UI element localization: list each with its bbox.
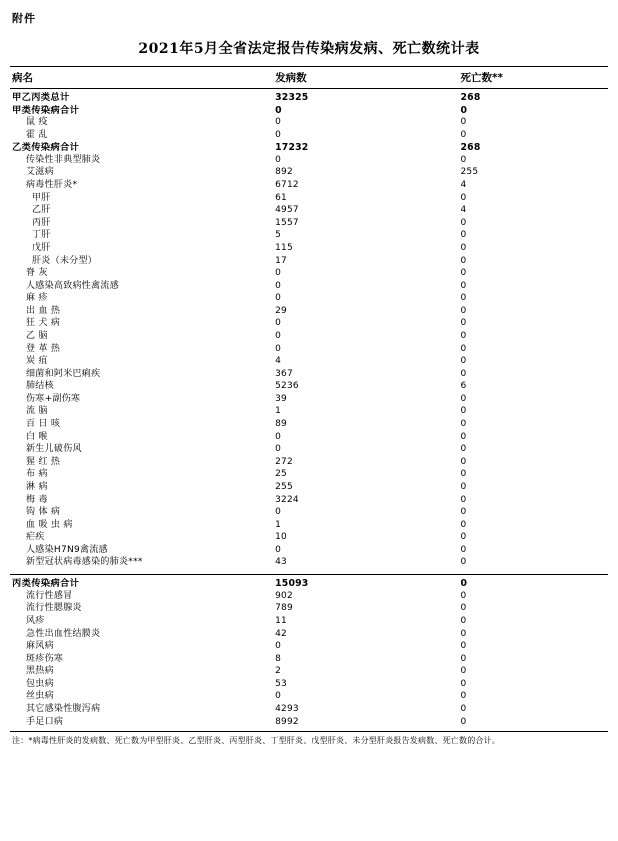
death-count-cell: 0 — [460, 557, 467, 568]
table-row — [10, 519, 608, 532]
table-row — [10, 104, 608, 117]
disease-name-cell: 白 喉 — [26, 431, 48, 442]
disease-name-cell: 百 日 咳 — [26, 419, 61, 430]
case-count-cell: 115 — [275, 242, 293, 253]
case-count-cell: 6712 — [275, 180, 299, 191]
column-header-deaths: 死亡数** — [458, 67, 608, 89]
disease-name-cell: 麻 疹 — [26, 293, 48, 304]
case-count-cell: 0 — [275, 343, 282, 354]
case-count-cell: 0 — [275, 280, 282, 291]
case-count-cell: 255 — [275, 481, 293, 492]
disease-name-cell: 流行性腮腺炎 — [26, 603, 82, 614]
case-count-cell: 4 — [275, 356, 282, 367]
case-count-cell: 0 — [275, 293, 282, 304]
case-count-cell: 8 — [275, 653, 282, 664]
death-count-cell: 0 — [460, 494, 467, 505]
case-count-cell: 0 — [275, 507, 282, 518]
table-row — [10, 217, 608, 230]
table-row — [10, 89, 608, 104]
death-count-cell: 0 — [460, 230, 467, 241]
table-row — [10, 368, 608, 381]
death-count-cell: 0 — [460, 343, 467, 354]
case-count-cell: 367 — [275, 368, 293, 379]
table-row — [10, 393, 608, 406]
disease-name-cell: 布 病 — [26, 469, 48, 480]
disease-name-cell: 甲类传染病合计 — [12, 104, 80, 116]
death-count-cell: 0 — [460, 678, 467, 689]
disease-name-cell: 麻风病 — [26, 641, 54, 652]
death-count-cell: 0 — [460, 293, 467, 304]
death-count-cell: 0 — [460, 507, 467, 518]
table-row — [10, 431, 608, 444]
case-count-cell: 89 — [275, 419, 287, 430]
table-row — [10, 603, 608, 616]
disease-name-cell: 炭 疽 — [26, 356, 48, 367]
table-row — [10, 691, 608, 704]
table-row — [10, 615, 608, 628]
disease-name-cell: 丙肝 — [32, 217, 51, 228]
case-count-cell: 15093 — [273, 575, 458, 590]
disease-name-cell: 急性出血性结膜炎 — [26, 628, 101, 639]
case-count-cell: 892 — [275, 167, 293, 178]
case-count-cell: 902 — [275, 590, 293, 601]
death-count-cell: 268 — [458, 89, 608, 104]
death-count-cell: 0 — [460, 217, 467, 228]
table-row — [10, 318, 608, 331]
death-count-cell: 0 — [460, 590, 467, 601]
infectious-disease-table — [10, 66, 608, 729]
death-count-cell: 0 — [458, 575, 608, 590]
death-count-cell: 0 — [460, 104, 468, 116]
table-row — [10, 167, 608, 180]
disease-name-cell: 人感染高致病性禽流感 — [26, 280, 120, 291]
case-count-cell: 8992 — [275, 716, 299, 727]
death-count-cell: 0 — [460, 628, 467, 639]
disease-name-cell: 甲肝 — [32, 192, 51, 203]
table-row — [10, 590, 608, 603]
table-row — [10, 293, 608, 306]
case-count-cell: 4293 — [275, 704, 299, 715]
case-count-cell: 5 — [275, 230, 282, 241]
table-row — [10, 703, 608, 716]
death-count-cell: 6 — [460, 381, 467, 392]
death-count-cell: 0 — [460, 532, 467, 543]
death-count-cell: 0 — [460, 255, 467, 266]
table-header-row — [10, 67, 608, 89]
table-row — [10, 678, 608, 691]
disease-name-cell: 乙 脑 — [26, 330, 48, 341]
table-row — [10, 355, 608, 368]
disease-name-cell: 乙肝 — [32, 205, 51, 216]
case-count-cell: 25 — [275, 469, 287, 480]
case-count-cell: 1557 — [275, 217, 299, 228]
death-count-cell: 0 — [460, 691, 467, 702]
death-count-cell: 0 — [460, 305, 467, 316]
table-row — [10, 575, 608, 590]
case-count-cell: 0 — [275, 117, 282, 128]
table-body — [10, 89, 608, 729]
disease-name-cell: 流行性感冒 — [26, 590, 73, 601]
death-count-cell: 0 — [460, 616, 467, 627]
death-count-cell: 0 — [460, 419, 467, 430]
table-row — [10, 330, 608, 343]
disease-name-cell: 丙类传染病合计 — [10, 575, 273, 590]
case-count-cell: 0 — [275, 330, 282, 341]
table-row — [10, 179, 608, 192]
case-count-cell: 0 — [275, 318, 282, 329]
case-count-cell: 0 — [275, 129, 282, 140]
death-count-cell: 0 — [460, 666, 467, 677]
death-count-cell: 0 — [460, 641, 467, 652]
disease-name-cell: 脊 灰 — [26, 268, 48, 279]
case-count-cell: 17 — [275, 255, 287, 266]
table-row — [10, 129, 608, 142]
disease-name-cell: 霍 乱 — [26, 129, 48, 140]
death-count-cell: 0 — [460, 544, 467, 555]
death-count-cell: 0 — [460, 154, 467, 165]
disease-name-cell: 艾滋病 — [26, 167, 54, 178]
disease-name-cell: 新生儿破伤风 — [26, 444, 82, 455]
disease-name-cell: 人感染H7N9禽流感 — [26, 544, 108, 555]
disease-name-cell: 流 脑 — [26, 406, 48, 417]
case-count-cell: 789 — [275, 603, 293, 614]
death-count-cell: 0 — [460, 481, 467, 492]
disease-name-cell: 猩 红 热 — [26, 456, 61, 467]
disease-name-cell: 细菌和阿米巴痢疾 — [26, 368, 101, 379]
death-count-cell: 0 — [460, 330, 467, 341]
death-count-cell: 0 — [460, 192, 467, 203]
case-count-cell: 0 — [275, 154, 282, 165]
disease-name-cell: 包虫病 — [26, 678, 54, 689]
death-count-cell: 0 — [460, 444, 467, 455]
death-count-cell: 0 — [460, 456, 467, 467]
case-count-cell: 29 — [275, 305, 287, 316]
table-row — [10, 628, 608, 641]
table-row — [10, 532, 608, 545]
disease-name-cell: 出 血 热 — [26, 305, 61, 316]
disease-name-cell: 黑热病 — [26, 666, 54, 677]
death-count-cell: 0 — [460, 242, 467, 253]
disease-name-cell: 手足口病 — [26, 716, 64, 727]
table-row — [10, 506, 608, 519]
column-header-cases: 发病数 — [273, 67, 458, 89]
death-count-cell: 4 — [460, 180, 467, 191]
disease-name-cell: 戊肝 — [32, 242, 51, 253]
table-row — [10, 255, 608, 268]
disease-name-cell: 病毒性肝炎* — [26, 180, 78, 191]
case-count-cell: 39 — [275, 393, 287, 404]
death-count-cell: 0 — [460, 431, 467, 442]
case-count-cell: 0 — [275, 544, 282, 555]
case-count-cell: 61 — [275, 192, 287, 203]
table-row — [10, 481, 608, 494]
death-count-cell: 255 — [460, 167, 479, 178]
table-header — [10, 67, 608, 89]
disease-name-cell: 丝虫病 — [26, 691, 54, 702]
table-row — [10, 666, 608, 679]
case-count-cell: 42 — [275, 628, 287, 639]
table-row — [10, 444, 608, 457]
table-row — [10, 418, 608, 431]
disease-name-cell: 其它感染性腹泻病 — [26, 704, 101, 715]
table-row — [10, 406, 608, 419]
case-count-cell: 272 — [275, 456, 293, 467]
disease-name-cell: 梅 毒 — [26, 494, 48, 505]
disease-name-cell: 肺结核 — [26, 381, 54, 392]
death-count-cell: 0 — [460, 704, 467, 715]
disease-name-cell: 狂 犬 病 — [26, 318, 61, 329]
table-row — [10, 230, 608, 243]
table-row — [10, 116, 608, 129]
disease-name-cell: 丁肝 — [32, 230, 51, 241]
disease-name-cell: 传染性非典型肺炎 — [26, 154, 101, 165]
table-row — [10, 557, 608, 570]
disease-name-cell: 肝炎（未分型） — [32, 255, 98, 266]
disease-name-cell: 乙类传染病合计 — [12, 142, 80, 154]
table-row — [10, 142, 608, 155]
death-count-cell: 0 — [460, 653, 467, 664]
table-row — [10, 381, 608, 394]
table-row — [10, 280, 608, 293]
death-count-cell: 0 — [460, 117, 467, 128]
case-count-cell: 0 — [275, 641, 282, 652]
case-count-cell: 10 — [275, 532, 287, 543]
death-count-cell: 0 — [460, 519, 467, 530]
case-count-cell: 11 — [275, 616, 287, 627]
death-count-cell: 0 — [460, 280, 467, 291]
table-row — [10, 456, 608, 469]
column-header-disease: 病名 — [10, 67, 273, 89]
disease-name-cell: 登 革 热 — [26, 343, 61, 354]
table-row — [10, 494, 608, 507]
death-count-cell: 0 — [460, 268, 467, 279]
case-count-cell: 0 — [275, 444, 282, 455]
disease-name-cell: 新型冠状病毒感染的肺炎*** — [26, 557, 143, 568]
death-count-cell: 268 — [460, 142, 481, 154]
case-count-cell: 4957 — [275, 205, 299, 216]
case-count-cell: 1 — [275, 519, 282, 530]
case-count-cell: 32325 — [273, 89, 458, 104]
attachment-label: 附件 — [12, 12, 36, 25]
disease-name-cell: 淋 病 — [26, 481, 48, 492]
page-title: 2021年5月全省法定报告传染病发病、死亡数统计表 — [138, 41, 480, 57]
disease-name-cell: 斑疹伤寒 — [26, 653, 64, 664]
table-footnote: 注：*病毒性肝炎的发病数、死亡数为甲型肝炎、乙型肝炎、丙型肝炎、丁型肝炎、戊型肝炎、未分型肝炎报告发病数、死亡数的合计。 — [12, 735, 500, 745]
table-row — [10, 716, 608, 729]
table-row — [10, 640, 608, 653]
disease-name-cell: 甲乙丙类总计 — [10, 89, 273, 104]
death-count-cell: 0 — [460, 129, 467, 140]
case-count-cell: 1 — [275, 406, 282, 417]
case-count-cell: 0 — [275, 104, 282, 116]
table-row — [10, 154, 608, 167]
case-count-cell: 0 — [275, 268, 282, 279]
disease-name-cell: 钩 体 病 — [26, 507, 61, 518]
table-row — [10, 469, 608, 482]
death-count-cell: 4 — [460, 205, 467, 216]
case-count-cell: 0 — [275, 431, 282, 442]
death-count-cell: 0 — [460, 393, 467, 404]
table-row — [10, 192, 608, 205]
table-row — [10, 653, 608, 666]
table-row — [10, 267, 608, 280]
disease-name-cell: 疟疾 — [26, 532, 45, 543]
case-count-cell: 3224 — [275, 494, 299, 505]
death-count-cell: 0 — [460, 469, 467, 480]
disease-name-cell: 风疹 — [26, 616, 45, 627]
death-count-cell: 0 — [460, 603, 467, 614]
disease-name-cell: 伤寒+副伤寒 — [26, 393, 81, 404]
table-row — [10, 205, 608, 218]
case-count-cell: 0 — [275, 691, 282, 702]
death-count-cell: 0 — [460, 356, 467, 367]
death-count-cell: 0 — [460, 318, 467, 329]
disease-name-cell: 血 吸 虫 病 — [26, 519, 73, 530]
case-count-cell: 53 — [275, 678, 287, 689]
case-count-cell: 43 — [275, 557, 287, 568]
death-count-cell: 0 — [460, 406, 467, 417]
case-count-cell: 5236 — [275, 381, 299, 392]
table-row — [10, 343, 608, 356]
death-count-cell: 0 — [460, 368, 467, 379]
death-count-cell: 0 — [460, 716, 467, 727]
table-row — [10, 242, 608, 255]
case-count-cell: 2 — [275, 666, 282, 677]
table-row — [10, 544, 608, 557]
table-row — [10, 305, 608, 318]
disease-name-cell: 鼠 疫 — [26, 117, 48, 128]
case-count-cell: 17232 — [275, 142, 309, 154]
